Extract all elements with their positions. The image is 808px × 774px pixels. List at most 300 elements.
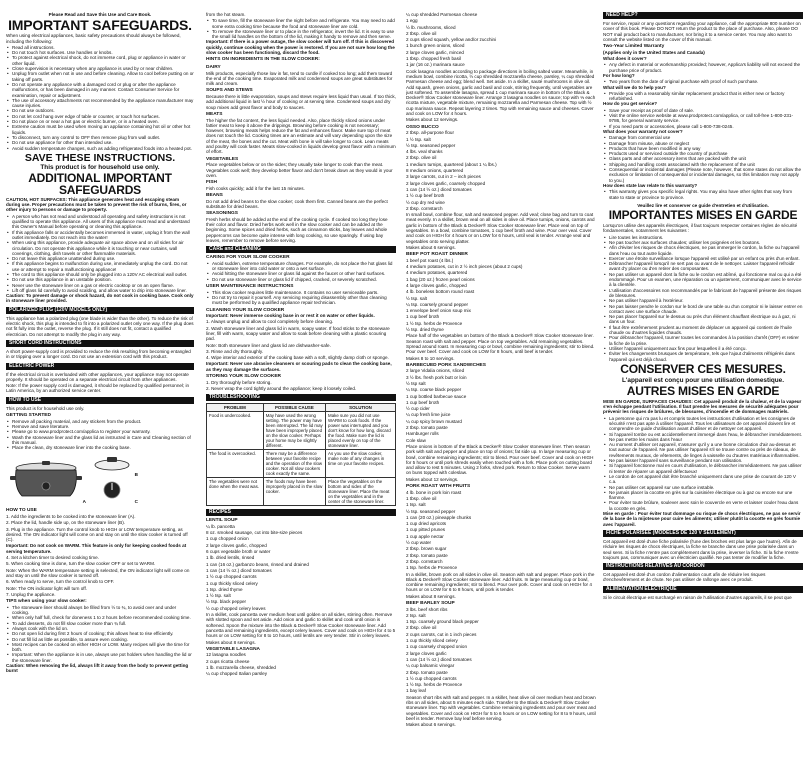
- list-item: • Visit the online service website at www.prodprotect.com/applica, or call toll-free 1-800-231-9786, for general warranty service.: [609, 113, 803, 124]
- ingredient: 6 cups vegetable broth or water: [206, 549, 271, 555]
- ingredient: 1 cup bottled barbecue sauce: [406, 393, 467, 399]
- ingredient: 4 lb. boneless bottom round roast: [406, 289, 475, 295]
- step: 5. When cooking time is done, turn the slow cooker OFF or set to WARM.: [6, 561, 156, 567]
- recipe-yield: Makes about 6 servings.: [406, 244, 456, 250]
- polarized-plug-text: This appliance has a polarized plug (one blade is wider than the other). To reduce the risk of electric shock, this plug is intended to fit into a polarized outlet only one way. If the plug does not fit fully into the outlet, reverse the plug. If it still does not fit, contact a qualified electrician. Do not attempt to modify the plug in any way.: [6, 315, 194, 337]
- ingredient: 2 cups ricotta cheese: [206, 658, 250, 664]
- ingredient: 1 tsp. herbs de Provence: [406, 565, 458, 571]
- table-row: [207, 412, 396, 450]
- control-knob-illustration: [92, 480, 132, 500]
- ingredient: 1 ½ tsp. herbs de Provence: [406, 682, 463, 688]
- list-item: • Lift off glass lid carefully to avoid scalding, and allow water to drip into stoneware liner.: [12, 288, 194, 293]
- list-item: • Le cordon de cet appareil doit être branché uniquement dans une prise de courant de 120 V c.a.: [609, 474, 803, 485]
- ingredient: ¼ cup spicy brown mustard: [406, 418, 462, 424]
- ingredient: 1 can (14 ½ oz.) diced tomatoes: [406, 186, 472, 192]
- table-cell: As you use the slow cooker, make note of any changes in time on your favorite recipes.: [326, 450, 396, 478]
- troubleshooting-heading: TROUBLESHOOTING: [206, 394, 396, 401]
- caring-subheading: CARING FOR YOUR SLOW COOKER: [206, 255, 290, 261]
- cleaning-step: 3. Rinse and dry thoroughly.: [206, 348, 264, 354]
- cleaning-step: 2. Wash stoneware liner and glass lid in warm, soapy water. If food sticks to the stoneware liner, fill with warm, soapy water and allow to soak before cleaning with a plastic scouring pad.: [206, 325, 390, 342]
- list-item: • Do not leave this appliance unattended during use.: [12, 256, 194, 261]
- list-item: • Damage from misuse, abuse or neglect: [609, 141, 803, 146]
- continued-list: [206, 18, 396, 39]
- ingredient: 1 lb. dried lentils, rinsed: [206, 555, 255, 561]
- lid-removal-caution: Caution: When removing the lid, always lift it away from the body to prevent getting burnt: [6, 663, 189, 674]
- ingredient: 1 lb. mozzarella cheese, shredded: [206, 664, 276, 670]
- ingredient: 1 can (16 oz.) garbanzo beans, rinsed and drained: [206, 561, 309, 567]
- tips-list: [6, 605, 194, 663]
- ingredient: 1 can (14 ½ oz.) diced tomatoes: [406, 656, 472, 662]
- list-item: • Please go to www.prodprotect.com/applica to register your warranty.: [12, 429, 194, 434]
- list-item: • Save your receipt as proof of date of sale.: [609, 108, 803, 113]
- list-item: • Ne jamais placer la cocotte en grès sur la cuisinière électrique ou à gaz ou encore sur une flamme.: [609, 490, 803, 501]
- table-cell: The vegetables were not done when the meat was.: [207, 478, 264, 506]
- ingredient: 1 ½ cup chopped carrots: [406, 675, 457, 681]
- ingredient: 3 large carrots, cut in 2 – inch pieces: [406, 174, 481, 180]
- additional-safeguards-list: [6, 214, 194, 293]
- hint-text: Fresh herbs should be added at the end of the cooking cycle. If cooked too long they lose their color and flavor. Dried herbs work well in the slow cooker and can be added at the beginning. Some spices and dried herbs, such as cinnamon sticks, bay leaves and whole peppercorns can become quite intense with long cooking, so use sparingly. If using bay leaves, remember to remove before serving.: [206, 216, 388, 243]
- list-item: • Si l'appareil tombe ou est accidentellement immergé dans l'eau, le débrancher immédiatement. Ne pas mettre les mains dans l'eau!: [609, 432, 803, 443]
- ingredient: 1 tsp. salt: [406, 502, 426, 508]
- list-item: • Products used or serviced outside the country of purchase: [609, 151, 803, 156]
- list-item: • Pour éviter toute brûlure, soulever avec soin le couvercle en verre et laisser couler l'eau dans la cocotte en grès.: [609, 500, 803, 511]
- ingredient: 2 large cloves garlic, chopped: [206, 542, 267, 548]
- ingredient: 1 ½ cup beef broth: [406, 193, 445, 199]
- recipes-heading: RECIPES: [206, 509, 396, 516]
- recipe-yield: Makes about 8 servings.: [406, 593, 456, 599]
- list-item: • Avoid sudden, extreme temperature changes. For example, do not place the hot glass lid or stoneware liner into cold water or onto a wet surface.: [212, 261, 396, 272]
- table-cell: The foods may have been improperly placed in the slow cooker.: [263, 478, 325, 506]
- list-item: • Do not place on or near a hot gas or electric burner, or in a heated oven.: [12, 119, 194, 124]
- list-item: • Do not fill lid as little as possible, to assure even cooking.: [12, 637, 194, 642]
- list-item: • Ne pas laisser pendre le cordon sur le bord de une table ou d'un comptoir ni le laisser entrer en contact avec une surface chaude.: [609, 304, 803, 315]
- ingredient: ¼ tsp. coarse black pepper: [406, 387, 462, 393]
- ingredient: ½ tsp. dried thyme: [406, 327, 444, 333]
- table-cell: There may be a difference between your favorite recipe and the operation of the slow cooker. Not all slow cookers cook exactly the same.: [263, 450, 325, 478]
- list-item: • L'utilisation d'accessoires non recommandés par le fabricant de l'appareil présente des risques de blessures.: [609, 288, 803, 299]
- french-cord-text: Cet appareil est doté d'un cordon d'alimentation court afin de réduire les risques d'enchevêtrement et de chute. Ne pas utiliser de rallonge avec ce produit.: [603, 572, 766, 583]
- list-item: • Avoid hitting the stoneware liner or glass lid against the faucet or other hard surfaces.: [212, 271, 396, 276]
- warranty-subtitle: (Applies only in the United States and Canada): [603, 49, 705, 55]
- ingredient: 12 lasagna noodles: [206, 652, 246, 658]
- list-item: • Ne pas laisser l'appareil sans surveillance pendant son utilisation.: [609, 458, 803, 463]
- ingredient: 2 tbsp. cornstarch: [406, 558, 443, 564]
- table-header-row: [207, 404, 396, 412]
- hint-text: Because there is little evaporation, soups and stews require less liquid than usual. If too thick, add additional liquid in last ½ hour of cooking or at serving time. Condensed soups and dry soup mixes add great flavor and body to sauces.: [206, 94, 396, 110]
- list-item: • This slow cooker requires little maintenance. It contains no user serviceable parts.: [212, 290, 396, 295]
- list-item: • When using this appliance, provide adequate air space above and on all sides for air circulation. Do not operate this appliance while it is touching or near curtains, wall coverings, clothing, dish towels or other flammable materials.: [12, 240, 194, 256]
- recipe-title: OSSO BUCCO: [406, 124, 439, 130]
- french-save-title: CONSERVER CES MESURES.: [620, 361, 786, 376]
- cleaning-subheading: CLEANING YOUR SLOW COOKER: [206, 307, 285, 313]
- warranty-answer-list: [603, 91, 803, 102]
- ingredient: 1 cup pitted prunes: [406, 527, 446, 533]
- hint-heading: DAIRY: [206, 64, 221, 70]
- list-item: • Glass parts and other accessory items that are packed with the unit: [609, 156, 803, 161]
- hint-heading: FISH: [206, 180, 217, 186]
- french-power-heading: ALIMENTATION ÉLECTRIQUE: [603, 586, 803, 593]
- list-item: • Pour débrancher l'appareil, tourner toutes les commandes à la position d'arrêt (OFF) et retirer la fiche de la prise.: [609, 335, 803, 346]
- step: 7. Unplug the appliance.: [6, 591, 56, 597]
- ingredient: 1 can (14 ½ oz.) diced tomatoes: [206, 567, 272, 573]
- ingredient: 2 large cloves garlic: [406, 650, 447, 656]
- ingredient: 1 cup chopped onion: [206, 536, 249, 542]
- table-cell: The food is overcooked.: [207, 450, 264, 478]
- hint-heading: SEASONINGS: [206, 211, 238, 217]
- recipe-yield: Makes 8 to 10 servings.: [406, 355, 455, 361]
- recipe-title: BARBECUED PORK SANDWICHES: [406, 362, 486, 368]
- illustration-c: [92, 480, 138, 505]
- list-item: • Éviter les changements brusques de température, tels que l'ajout d'aliments réfrigérés dans l'appareil qui est déjà chaud.: [609, 351, 803, 362]
- ingredient: ½ tsp. seasoned pepper: [406, 142, 456, 148]
- ingredient: 2 large Vidalia onions, sliced: [406, 368, 465, 374]
- list-item: • Débrancher l'appareil lorsqu'il ne sert pas ou avant de le nettoyer. Laisser l'appareil refroidir avant d'y placer ou d'en retirer des composantes.: [609, 261, 803, 272]
- list-item: • Unplug from outlet when not in use and before cleaning. Allow to cool before putting on or taking off parts.: [12, 71, 194, 82]
- ingredient: 1 envelope beef onion soup mix: [406, 308, 471, 314]
- list-item: • La personne qui n'a pas lu et compris toutes les instructions d'utilisation et les consignes de sécurité n'est pas apte à utiliser l'appareil. Tous les utilisateurs de cet appareil doivent lire et comprendre ce guide d'utilisation avant d'utiliser et de nettoyer cet appareil.: [609, 416, 803, 432]
- ingredient: ½ lb. mushrooms, sliced: [406, 24, 456, 30]
- ingredient: 2 cups carrots, cut in 1 inch pieces: [406, 631, 477, 637]
- additional-safeguards-title: ADDITIONAL IMPORTANT SAFEGUARDS: [28, 170, 172, 197]
- list-item: • Do not use stoneware liner or glass lid if chipped, cracked, or severely scratched.: [212, 277, 396, 282]
- getting-started-heading: GETTING STARTED: [6, 413, 51, 419]
- ingredient: 2 tbsp. tomato paste: [406, 669, 448, 675]
- ingredient: 2 tbsp. tomato paste: [406, 425, 448, 431]
- recipe-method: Place onions in bottom of the Black & Decker® Slow Cooker stoneware liner. Then season pork with salt and pepper and place on top of onions; fat side up. In large measuring cup or bowl, combine remaining ingredients; stir to blend. Pour over beef. Cover and cook on HIGH for 5 hours or until pork shreds easily when touched with a fork. Place pork on cutting board and allow to rest 5 minutes. Using 2 forks, shred pork. Return to Slow Cooker. Serve warm on buns topped with coleslaw.: [406, 443, 594, 476]
- step: Note: When the WARM temperature setting is selected, the ON indicator light will come on and stay on until the slow cooker is turned off.: [6, 567, 190, 578]
- list-item: • Do not use this appliance in an unstable position.: [12, 277, 194, 282]
- list-item: • Read all instructions.: [12, 45, 194, 50]
- ingredient: ¼ tsp. coarsely ground pepper: [406, 301, 469, 307]
- column-header: SOLUTION: [326, 404, 396, 412]
- household-use-note: This product is for household use only.: [40, 163, 160, 171]
- ingredient: 1 jar (16 oz.) marinara sauce: [406, 62, 465, 68]
- french-power-text: Si le circuit électrique est surchargé en raison de l'utilisation d'autres appareils, il se peut que: [603, 594, 792, 600]
- list-item: • Place the clean, dry stoneware liner into the cooking base.: [12, 445, 194, 450]
- list-item: • To disconnect, turn any control to OFF then remove plug from wall outlet.: [12, 135, 194, 140]
- french-caution: MISE EN GARDE, SURFACES CHAUDES: Cet appareil produit de la chaleur, et de la vapeur s'en échappe pendant l'utilisation. Il faut prendre les mesures de sécurité adéquates pour prévenir les risques de brûlures, de blessures, d'incendie et de dommages matériels.: [603, 398, 802, 415]
- list-item: • Remove and save literature.: [12, 424, 194, 429]
- step: Important: Do not cook on WARM. This feature is only for keeping cooked foods at serving temperature.: [6, 543, 187, 554]
- ingredient: 4 lbs. veal shanks: [406, 149, 443, 155]
- caution-cooking-base: Caution: To prevent damage or shock hazard, do not cook in cooking base. Cook only in stoneware liner provided.: [6, 293, 194, 304]
- warranty-question: What does it cover?: [603, 56, 647, 62]
- tips-heading: TIPS when using your slow cooker:: [6, 599, 87, 605]
- list-item: • Do not let cord hang over edge of table or counter, or touch hot surfaces.: [12, 114, 194, 119]
- ingredient: ¼ cup fresh lime juice: [406, 412, 451, 418]
- caution-hot-surfaces: CAUTION, HOT SURFACES: This appliance generates heat and escaping steam during use. Proper precautions must be taken to prevent the risk of burns, fires, or other injury to persons or damage to property.: [6, 196, 187, 213]
- recipe-title: PORK ROAST WITH FRUITS: [406, 484, 471, 490]
- list-item: • Two years from the date of original purchase with proof of such purchase.: [609, 79, 803, 84]
- step: 4. Set a kitchen timer to desired cooking time.: [6, 555, 99, 561]
- list-item: • Provide you with a reasonably similar replacement product that is either new or factory refurbished.: [609, 91, 803, 102]
- list-item: • Damage from commercial use: [609, 135, 803, 140]
- ingredient: 1 tsp. dried thyme: [206, 586, 243, 592]
- ingredient: 2 tbsp. olive oil: [406, 30, 437, 36]
- ingredient: ¼ cup chopped Italian parsley: [206, 671, 268, 677]
- warranty-question: How do you get service?: [603, 101, 658, 107]
- storing-step: 2. Never wrap the cord tightly around the appliance; keep it loosely coiled.: [206, 385, 357, 391]
- recipe-title: BEEF POT ROAST DINNER: [406, 252, 468, 258]
- ingredient: 1 bunch green onions, sliced: [406, 43, 465, 49]
- continued-text: from the hot steam.: [206, 12, 246, 17]
- list-item: • The use of accessory attachments not recommended by the appliance manufacturer may cause injuries.: [12, 98, 194, 109]
- illustration-a: [6, 458, 86, 505]
- ingredient: 4 lb. bone in pork loin roast: [406, 489, 462, 495]
- ingredient: 3 ½ lbs. fresh pork butt or loin: [406, 374, 467, 380]
- list-item: • Never use the stoneware liner on a gas or electric cooktop or on an open flame.: [12, 283, 194, 288]
- step: Note: The ON indicator light will turn off.: [6, 585, 88, 591]
- ingredient: 1 cup thickly sliced celery: [406, 638, 458, 644]
- table-row: [207, 450, 396, 478]
- step: 3. Plug in the appliance. Turn the control knob to HIGH or LOW temperature setting, as desired. The ON indicator light will come on and stay on until the slow cooker is turned off (C).: [6, 526, 188, 543]
- list-item: • Extreme caution must be used when moving an appliance containing hot oil or other hot liquids.: [12, 124, 194, 135]
- ingredient: 1 cup thickly sliced celery: [206, 580, 258, 586]
- maintenance-list: [206, 290, 396, 306]
- list-item: • Do not use appliance for other than intended use.: [12, 140, 194, 145]
- label-a: A: [82, 499, 86, 505]
- list-item: • Afin d'éviter les risques de chocs électriques, ne pas immerger le cordon, la fiche ou l'appareil dans l'eau ou tout autre liquide.: [609, 245, 803, 256]
- recipe-method: Place half of the vegetables on bottom of the Black & Decker® Slow Cooker stoneware liner. Season roast with salt and pepper. Place on top vegetables. Add remaining vegetables. Spread around roast. In measuring cup or bowl, combine remaining ingredients; stir to blend. Pour over beef. Cover and cook on LOW for 8 hours, until beef is tender.: [406, 333, 595, 355]
- list-item: • Ne pas utiliser l'appareil à l'extérieur.: [609, 298, 803, 303]
- ingredient: ½ tsp. black pepper: [206, 599, 247, 605]
- how-to-use-heading: HOW TO USE: [6, 397, 194, 404]
- cleaning-step: 4. Wipe interior and exterior of the cooking base with a soft, slightly damp cloth or sponge.: [206, 355, 389, 361]
- ingredient: 4 medium potatoes, cut in 2 ½ inch pieces (about 2 cups): [406, 264, 523, 270]
- french-additional-title: AUTRES MISES EN GARDE: [626, 383, 780, 398]
- list-item: • Au moment d'utiliser cet appareil, s'assurer qu'il y a une bonne circulation d'air au-dessus et tout autour de l'appareil. Ne pas utiliser l'appareil s'il se trouve contre ou près de rideaux, de revêtements muraux, de vêtements, de linges à vaisselle ou d'autres matériaux inflammables.: [609, 442, 803, 458]
- ingredient: ¼ cup shredded Parmesan cheese: [406, 12, 478, 17]
- list-item: • Important: When the appliance is in use, always use pot holders when handling the lid or the stoneware liner.: [12, 652, 194, 663]
- getting-started-list: [6, 419, 194, 451]
- ingredient: ½ cup dry red wine: [406, 199, 445, 205]
- ingredient: 1 cup dried apricots: [406, 521, 447, 527]
- ingredient: 1 cup beef broth: [406, 399, 440, 405]
- maintenance-subheading: USER MAINTENANCE INSTRUCTIONS: [206, 284, 294, 290]
- list-item: • Do not open lid during first 2 hours of cooking; this allows heat to rise efficiently.: [12, 631, 194, 636]
- ingredient: 2 tbsp. olive oil: [406, 155, 437, 161]
- ingredient: ½ cup water: [406, 540, 432, 546]
- list-item: • Do not operate any appliance with a damaged cord or plug or after the appliance malfunctions, or has been damaged in any manner. Contact Consumer Service for examination, repair or adjustment.: [12, 82, 194, 98]
- list-item: • If this appliance falls or accidentally becomes immersed in water, unplug it from the wall outlet immediately. Do not reach into the water!: [12, 230, 194, 241]
- list-item: • The stoneware liner should always be filled from ½ to ¾, to avoid over and under cooking.: [12, 605, 194, 616]
- french-plug-heading: FICHE POLARISÉE (MODÈLES DE 120 V SEULEMENT): [603, 530, 803, 537]
- ingredient: ½ tsp salt: [406, 381, 426, 386]
- hint-text: Milk products, especially those low in fat, tend to curdle if cooked too long; add them toward the end of the cooking time. Evaporated milk and condensed soups are great substitutes for milk and cream.: [206, 70, 393, 87]
- power-outage-note: Important: If there is a power outage, the slow cooker will turn off. If this is discovered quickly, continue cooking when the power is restored. If you are not sure how long the slow cooker has been functioning, discard the food.: [206, 39, 395, 56]
- recipe-yield: Makes about 6 servings.: [406, 722, 456, 728]
- list-item: • A person who has not read and understood all operating and safety instructions is not qualified to operate this appliance. All users of this appliance must read and understand this Owner's Manual before operating or cleaning this appliance.: [12, 214, 194, 230]
- warranty-question: For how long?: [603, 72, 635, 78]
- recipe-method: In a skillet, cook pancetta over medium heat until golden on all sides, stirring often. Remove with slotted spoon and set aside. Add onion and garlic to skillet and cook until onion is softened. Spoon the mixture into the Black & Decker® Slow Cooker stoneware liner. Add pancetta and remaining ingredients, except celery leaves. Cover and cook on HIGH for 4 to 5 hours or on LOW setting for 8 to 10 hours, until lentils are very tender. Stir in celery leaves.: [206, 612, 396, 639]
- list-item: • Utiliser l'appareil uniquement aux fins pour lesquelles il a été conçu.: [609, 346, 803, 351]
- list-item: • Si l'appareil fonctionne mal en cours d'utilisation, le débrancher immédiatement. Ne pas utiliser ni tenter de réparer un appareil défectueux!: [609, 463, 803, 474]
- ingredient: ½ cup chopped celery leaves: [206, 605, 266, 611]
- cleaning-step: 1. Always unplug and allow to cool completely before cleaning.: [206, 319, 334, 325]
- warranty-answer-list: [603, 62, 803, 73]
- list-item: • Remove all packing material, and any stickers from the product.: [12, 419, 194, 424]
- safeguards-list: [6, 45, 194, 151]
- hint-heading: BEANS: [206, 192, 223, 198]
- list-item: • Do not touch hot surfaces. Use handles or knobs.: [12, 50, 194, 55]
- list-item: • Exercer une étroite surveillance lorsque l'appareil est utilisé par un enfant ou près d'un enfant.: [609, 256, 803, 261]
- need-help-heading: NEED HELP?: [603, 12, 803, 19]
- ingredient: 8 oz. smoked sausage, cut into bite-size pieces: [206, 530, 303, 536]
- ingredient: 2 tbsp. olive oil: [406, 625, 437, 631]
- ingredient: 1 ½ tsp. salt: [406, 136, 431, 142]
- warranty-answer-list: [603, 79, 803, 84]
- list-item: • The cord to this appliance should only be plugged into a 120V AC electrical wall outlet.: [12, 272, 194, 277]
- step: 2. Place the lid, handle side up, on the stoneware liner (B).: [6, 520, 125, 526]
- french-intro: Lorsqu'on utilise des appareils électriques, il faut toujours respecter certaines règles de sécurité fondamentales, notamment les suivantes :: [603, 223, 798, 234]
- list-item: • If you need parts or accessories, please call 1-800-738-0245.: [609, 124, 803, 129]
- ingredient: 2 tbsp. all-purpose flour: [406, 130, 455, 136]
- table-cell: Food is undercooked.: [207, 412, 264, 450]
- french-warning: Mise en garde : Pour éviter tout dommage ou risque de chocs électriques, ne pas se servir de la base de la mijoteuse pour cuire les aliments; utiliser plutôt la cocotte en grès fournie avec l'appareil.: [603, 511, 801, 527]
- illustration-bc: [92, 453, 138, 505]
- list-item: • Do not try to repair it yourself. Any servicing requiring disassembly other than cleaning must be performed by a qualified appliance repair technician.: [212, 295, 396, 306]
- recipe-yield: Makes about 8 servings.: [206, 639, 256, 645]
- list-item: • This warranty gives you specific legal rights. You may also have other rights that vary from state to state or province to province.: [609, 189, 803, 200]
- french-plug-text: Cet appareil est doté d'une fiche polarisée (l'une des broches est plus large que l'autre). Afin de réduire les risques de chocs électriques, la fiche se branche dans une prise polarisée dans un seul sens. Si la fiche n'entre pas complètement dans la prise, inverser la fiche. Si la fiche n'entre toujours pas, communiquer avec un électricien qualifié. Ne pas tenter de modifier la fiche.: [603, 538, 799, 560]
- table-cell: May have used the wrong setting. The power may have been interrupted. The lid may have been improperly placed on the slow cooker. Perhaps your home may be slightly different.: [263, 412, 325, 450]
- care-list: [206, 261, 396, 282]
- important-safeguards-title: IMPORTANT SAFEGUARDS.: [8, 17, 192, 34]
- list-item: • Ne pas utiliser un appareil dont la fiche ou le cordon est abîmé, qui fonctionne mal ou qui a été endommagé. Pour un examen, une réparation ou un ajustement, communiquer avec le service à la clientèle.: [609, 272, 803, 288]
- short-cord-text: A short power-supply cord is provided to reduce the risk resulting from becoming entangled in or tripping over a longer cord. Do not use an extension cord with this product.: [6, 348, 191, 360]
- ingredient: 2 large cloves garlic, coarsely chopped: [406, 180, 486, 186]
- list-item: • To protect against electrical shock, do not immerse cord, plug or appliance in water or other liquid.: [12, 55, 194, 66]
- lid-illustration: [92, 453, 132, 473]
- ingredient: Cole slaw: [406, 437, 426, 443]
- ingredient: 2 tbsp. tomato paste: [406, 552, 448, 558]
- save-instructions-title: SAVE THESE INSTRUCTIONS.: [24, 151, 176, 164]
- column-header: PROBLEM: [207, 404, 264, 412]
- electric-power-text: If the electrical circuit is overloaded with other appliances, your appliance may not operate properly. It should be operated on a separate electrical circuit from other appliances.: [6, 371, 189, 382]
- appliance-illustrations: [6, 453, 194, 505]
- hint-heading: SOUPS AND STEWS: [206, 88, 253, 94]
- recipe-title: BEEF BARLEY SOUP: [406, 600, 455, 606]
- recipe-method: In small bowl, combine flour, salt and seasoned pepper. Add veal; close bag and turn to coat meat evenly. In a skillet, brown veal on all sides in olive oil. Place turnips, onions, carrots and garlic in bottom of the Black & Decker® Slow Cooker stoneware liner. Place veal on top of vegetables. In a bowl, combine tomatoes, 1 cup beef broth and wine. Pour over veal. Cover and cook on HIGH for 4 hours or on LOW for 6 hours, until veal is tender. Arrange veal and vegetables onto serving platter.: [406, 212, 595, 244]
- ingredient: 1 beef pot roast (4 lbs.): [406, 257, 454, 263]
- list-item: • Ne pas toucher aux surfaces chaudes; utiliser les poignées et les boutons.: [609, 240, 803, 245]
- ingredient: ¼ lb. pancetta: [206, 523, 235, 529]
- recipe-method: Season short ribs with salt and pepper. In a skillet, heat olive oil over medium heat and brown ribs on all sides, about 5 minutes each side. Transfer to the Black & Decker® Slow Cooker stoneware liner. Top with vegetables. Combine remaining ingredients and pour over meat and vegetables. Cover and cook on HIGH for 5 to 6 hours or on LOW setting for 8 to 9 hours, until beef is tender. Remove bay leaf before serving.: [406, 694, 596, 721]
- ingredient: 1 ½ cup chopped carrots: [206, 574, 257, 580]
- ingredient: ½ tsp. salt: [406, 295, 427, 301]
- step: 1. Add the ingredients to be cooked into the stoneware liner (A).: [6, 514, 136, 519]
- power-cord-note: Note: If the power supply cord is damaged, it should be replaced by qualified personnel; in Latin America, by an authorized service center.: [6, 383, 190, 394]
- list-item: • Do not use outdoors.: [12, 108, 194, 113]
- hint-text: Fish cooks quickly; add it for the last 15 minutes.: [206, 185, 305, 191]
- list-item: • Close supervision is necessary when any appliance is used by or near children.: [12, 66, 194, 71]
- need-help-text: For service, repair or any questions regarding your appliance, call the appropriate 800 number on cover of this book. Please DO NOT return the product to the place of purchase. Also, please DO NOT mail product back to manufacturer, nor bring it to a service center. You may also want to consult the website listed on the cover of this manual.: [603, 21, 801, 42]
- ingredient: 3 lbs. beef short ribs: [406, 606, 448, 612]
- list-item: • If this appliance begins to malfunction during use, immediately unplug the cord. Do not use or attempt to repair a malfunctioning appliance!: [12, 261, 194, 272]
- ingredient: 8 medium onions, quartered: [406, 168, 464, 174]
- warranty-question: What does your warranty not cover?: [603, 128, 683, 134]
- electric-power-heading: ELECTRIC POWER: [6, 363, 194, 370]
- hint-text: Do not add dried beans to the slow cooker; cook them first. Canned beans are the perfect substitute for dried beans.: [206, 198, 388, 209]
- warranty-question: How does state law relate to this warranty?: [603, 182, 698, 188]
- list-item: • Always cook with the lid on.: [12, 626, 194, 631]
- table-cell: Make sure you did not use WARM to cook foods. If the power was interrupted and you don't know for how long, discard the food. Make sure the lid is placed evenly on top of the stoneware liner.: [326, 412, 396, 450]
- ingredient: 2 tbsp. brown sugar: [406, 546, 447, 552]
- ingredient: ¼ cup balsamic vinegar: [406, 663, 455, 669]
- care-cleaning-heading: CARE and CLEANING: [206, 246, 396, 253]
- ingredient: Hamburger rolls: [406, 431, 439, 437]
- short-cord-heading: SHORT CORD INSTRUCTIONS: [6, 340, 194, 347]
- ingredient: ½ cup cider: [406, 406, 430, 412]
- ingredient: 2 large cloves garlic, minced: [406, 49, 464, 55]
- warranty-title: Two-Year Limited Warranty: [603, 44, 665, 50]
- recipe-method: In a skillet, brown pork on all sides in olive oil. Season with salt and pepper. Place pork in the Black & Decker® Slow Cooker stoneware liner. Add fruits. In large measuring cup or bowl, combine remaining ingredients; stir to blend. Pour over pork. Cover and cook on HIGH for 4 hours or on LOW for 6 to 8 hours, until pork is tender.: [406, 571, 595, 593]
- cleaning-step: Important: Never use abrasive cleansers or scouring pads to clean the cooking base, as they may damage the surfaces.: [206, 361, 392, 372]
- table-row: [207, 478, 396, 506]
- ingredient: 1 cup coarsely chopped onion: [406, 644, 468, 650]
- ingredient: ½ tsp. seasoned pepper: [406, 508, 456, 514]
- hint-text: The higher the fat content, the less liquid needed. Also, place thickly sliced onions under fattier meat to keep it above the drippings. Browning before cooking is not necessary; however, browning meats helps reduce the fat and enhances flavor. Make sure top of meat does not touch the lid. Cooking times are an estimate and will vary depending upon the size of the meat, the bones and the cut. Meat with bone in will take longer to cook. Lean meats and poultry will cook faster. Meats slow-cooked in liquids develop great flavor with a minimum of effort.: [206, 117, 396, 155]
- label-b: B: [134, 472, 138, 478]
- storing-subheading: STORING YOUR SLOW COOKER: [206, 374, 281, 380]
- list-item: • Ne pas placer l'appareil sur le dessus ou près d'un élément chauffant électrique ou à gaz, ni dans un four.: [609, 314, 803, 325]
- slow-cooker-illustration: [6, 458, 86, 500]
- cleaning-step: Note: Both stoneware liner and glass lid are dishwasher-safe.: [206, 342, 331, 348]
- ingredient: 1 ½ tsp. herbs de Provence: [406, 320, 463, 326]
- ingredient: 1 medium turnips, quartered (about 1 ¼ lbs.): [406, 161, 497, 167]
- safeguards-intro: When using electrical appliances, basic safety precautions should always be followed, including the following:: [6, 33, 181, 44]
- polarized-plug-heading: POLARIZED PLUG (120V MODELS ONLY): [6, 307, 194, 314]
- french-header: Veuillez lire et conserver ce guide d'entretien et d'utilisation.: [637, 202, 769, 208]
- ingredient: 2 cups sliced squash, yellow and/or zucchini: [406, 37, 497, 43]
- list-item: • Avoid sudden temperature changes, such as adding refrigerated foods into a heated pot.: [12, 146, 194, 151]
- cleaning-warning: Important: Never immerse cooking base in or rest it on water or other liquids.: [206, 313, 375, 319]
- list-item: • Most recipes can be cooked on either HIGH or LOW. Many recipes will give the time for both.: [12, 642, 194, 653]
- list-item: • Any defect in material or workmanship provided; however, Applica's liability will not exceed the purchase price of product.: [609, 62, 803, 73]
- how-to-use-subheading: HOW TO USE: [6, 508, 37, 514]
- ingredient: 1 ½ tsp. salt: [206, 593, 231, 599]
- ingredient: 1 bag (20 oz.) frozen pearl onions: [406, 276, 475, 282]
- list-item: • To save time, fill the stoneware liner the night before and refrigerate. You may need to add some extra cooking time because the food and stoneware liner are cold.: [212, 18, 396, 29]
- ingredient: 1 cup beef broth: [406, 314, 440, 320]
- ingredient: 2 tsp. salt: [406, 612, 426, 618]
- french-additional-list: [603, 416, 803, 511]
- list-item: • To add desserts, do not fill slow cooker more than ¾ full.: [12, 621, 194, 626]
- recipe-yield: Makes about 12 servings.: [406, 476, 459, 482]
- list-item: • Il faut être extrêmement prudent au moment de déplacer un appareil qui contient de l'huile chaude ou d'autres liquides chauds.: [609, 325, 803, 336]
- recipe-method: Cook lasagna noodles according to package directions in boiling salted water. Meanwhile, in medium bowl, combine ricotta, ½ cup shredded mozzarella cheese, parsley, ¼ cup shredded Parmesan cheese and egg; blend well. Set aside. In a skillet, sauté mushrooms in olive oil. Add squash, green onions, garlic and basil and cook, stirring frequently, until vegetables are just softened. To assemble lasagna, spread 1 cup marinara sauce in bottom of the Black & Decker® Slow Cooker stoneware liner. Arrange 3 lasagna noodles on sauce; top with ⅓ each ricotta mixture, vegetable mixture, remaining mozzarella and Parmesan cheese. Top with ½ cup marinara sauce. Repeat layering 2 times. Top with remaining sauce and cheeses. Cover and cook on LOW for 4 hours.: [406, 68, 596, 117]
- warranty-answer-list: [603, 108, 803, 129]
- warranty-answer-list: [603, 189, 803, 200]
- list-item: • Consequential or incidental damages (Please note, however, that some states do not allow the exclusion or limitation of consequential or incidental damages, so this limitation may not apply to you.): [609, 167, 803, 183]
- list-item: • Lire toutes les instructions.: [609, 235, 803, 240]
- ingredient: 4 medium potatoes, quartered: [406, 270, 468, 276]
- column-warranty-french: [603, 12, 803, 770]
- ingredient: 1 tsp. coarsely ground black pepper: [406, 619, 479, 625]
- list-item: • Wash the stoneware liner and the glass lid as instructed in Care and Cleaning section of this manual.: [12, 435, 194, 446]
- hint-text: Place vegetables below or on the sides; they usually take longer to cook than the meat. Vegetables cook well; they develop better flavor and don't break down as they would in your oven.: [206, 162, 393, 178]
- ingredient: 1 can (20 oz.) pineapple chunks: [406, 514, 472, 520]
- hint-heading: MEATS: [206, 111, 223, 117]
- step: 6. When ready to serve, turn the control knob to OFF.: [6, 579, 115, 585]
- column-recipes: [406, 12, 596, 770]
- column-hints-care: [206, 12, 396, 770]
- warranty-answer-list: [603, 135, 803, 183]
- hint-heading: VEGETABLES: [206, 156, 239, 162]
- ingredient: 1 egg: [406, 18, 418, 24]
- how-to-use-intro: This product is for household use only.: [6, 405, 85, 411]
- ingredient: 1 cup apple nectar: [406, 533, 444, 539]
